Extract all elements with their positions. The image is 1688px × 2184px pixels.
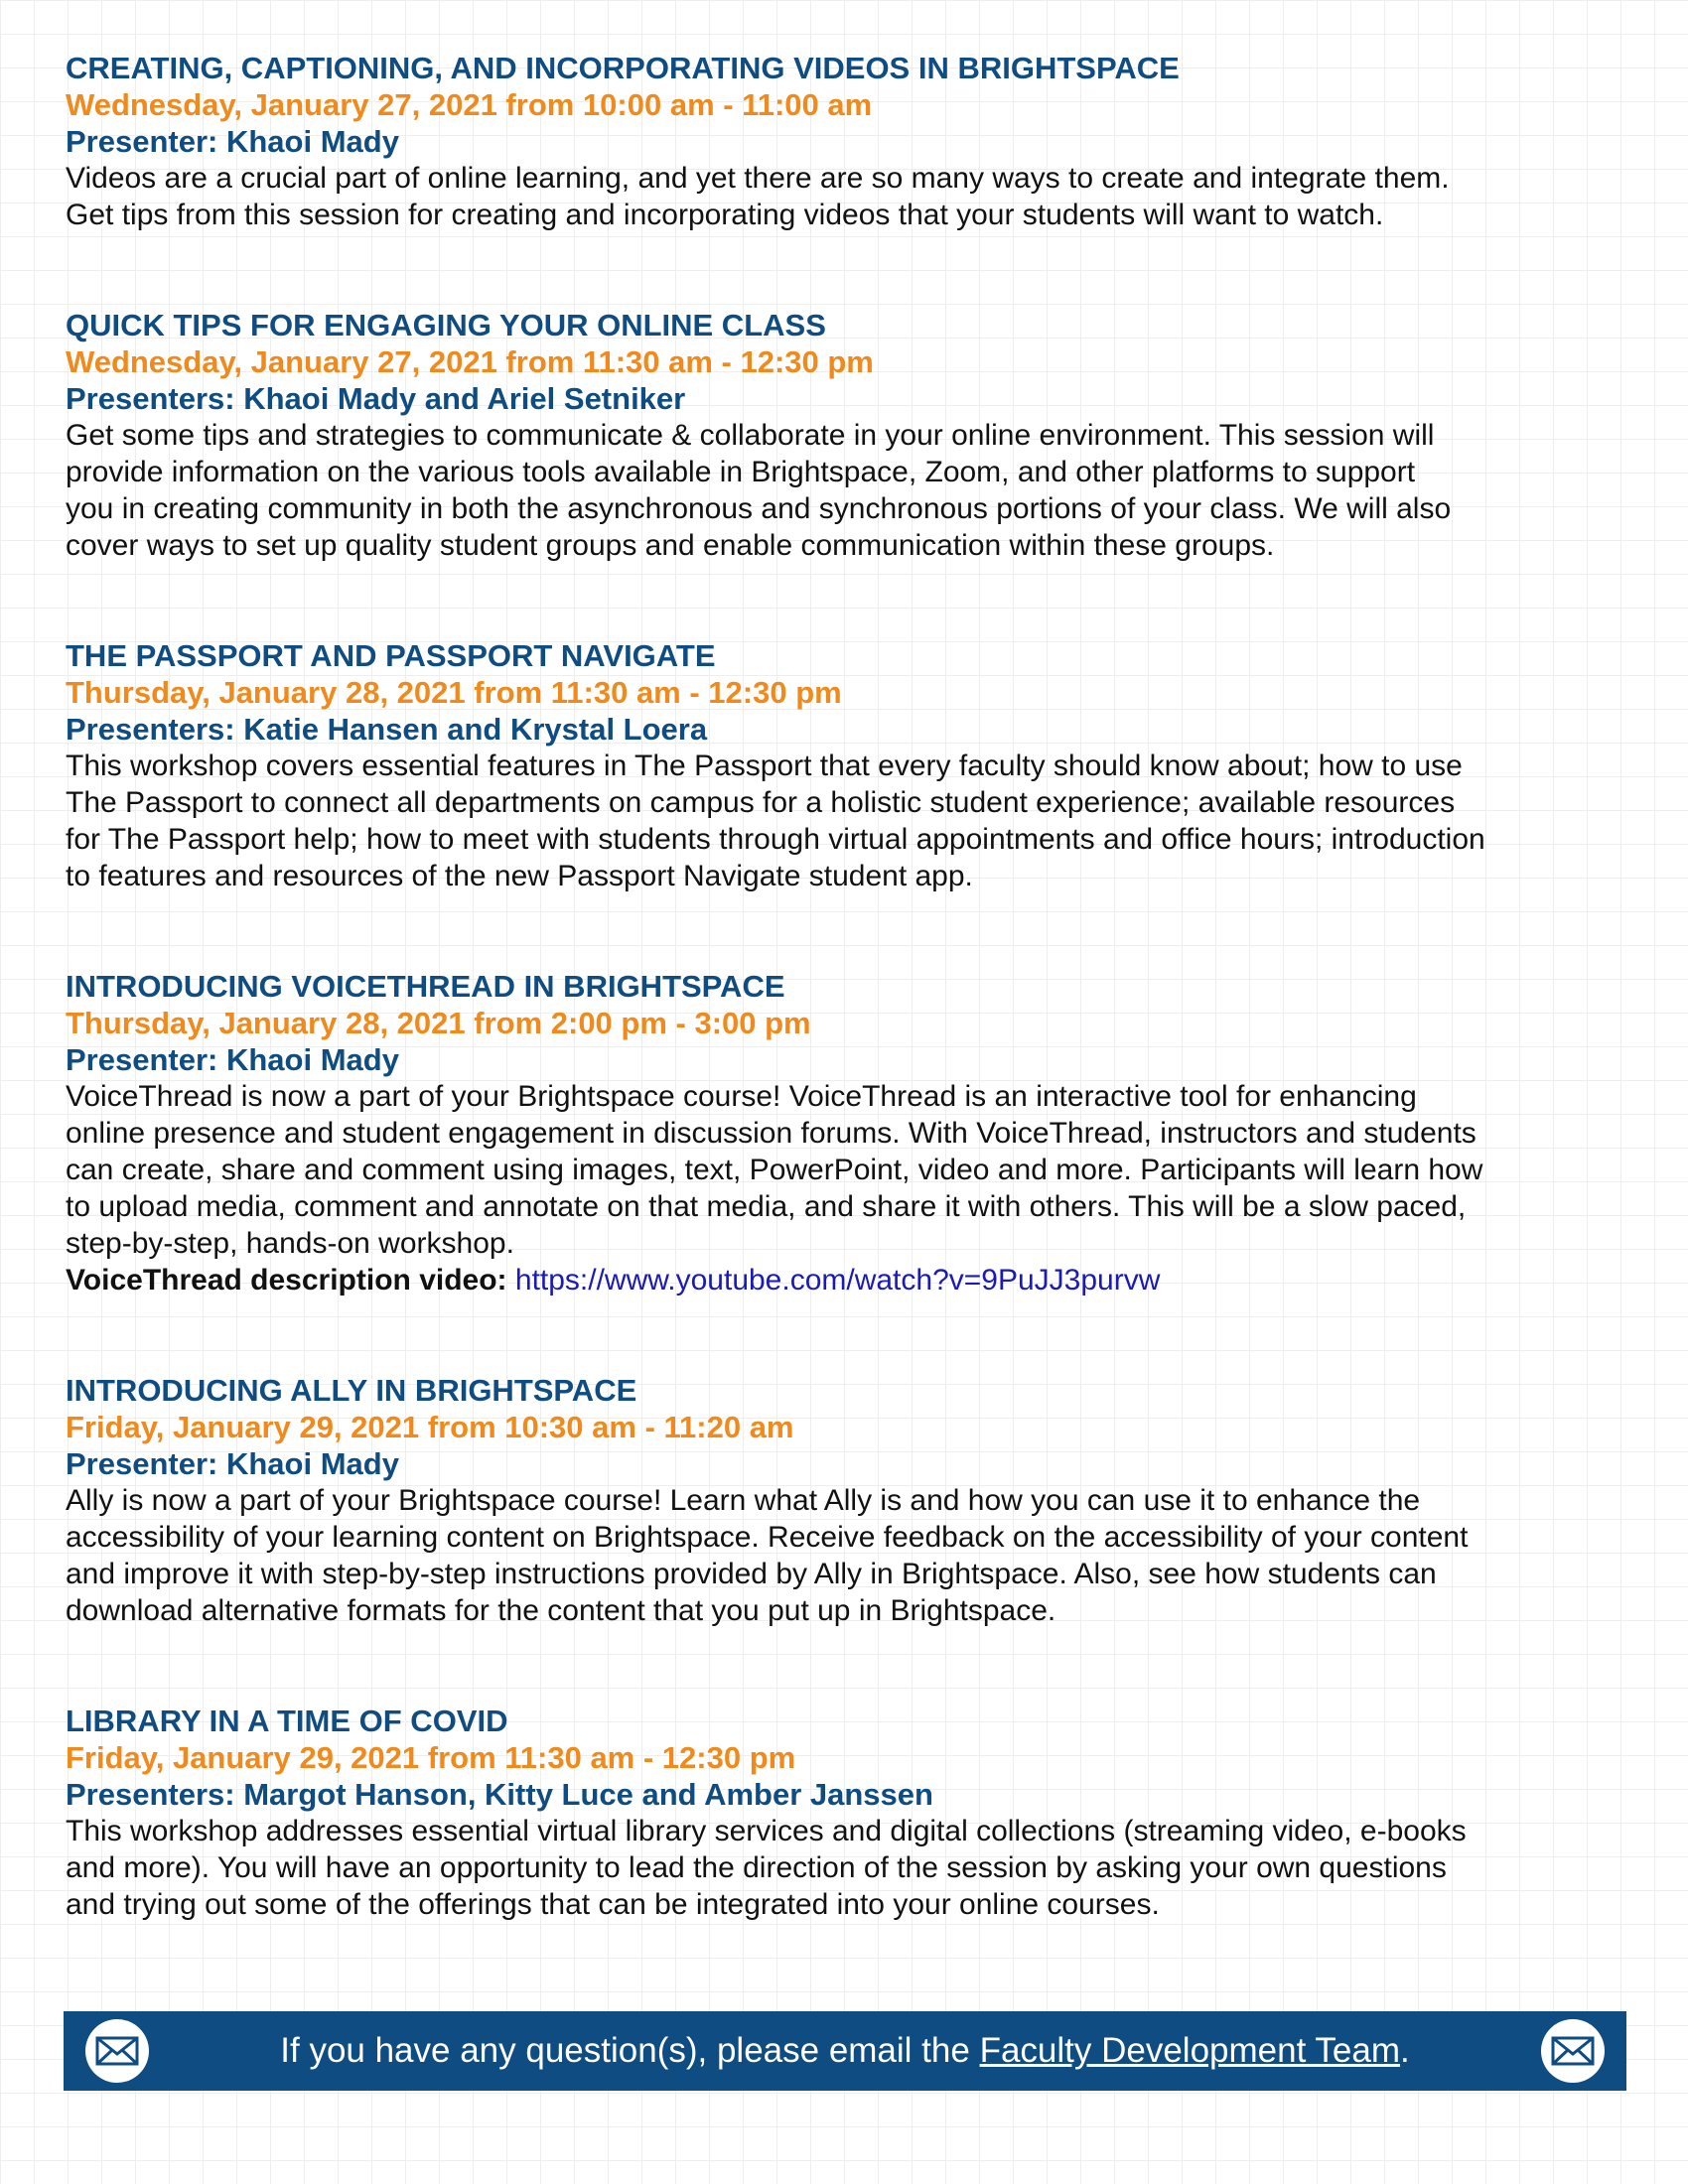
session-title: INTRODUCING VOICETHREAD IN BRIGHTSPACE <box>66 969 785 1004</box>
description-line: download alternative formats for the content that you put up in Brightspace. <box>66 1594 1056 1627</box>
description-line: can create, share and comment using images, text, PowerPoint, video and more. Participants will learn how <box>66 1154 1483 1186</box>
description-line: provide information on the various tools available in Brightspace, Zoom, and other platforms to support <box>66 456 1416 488</box>
video-reference <box>66 1262 1654 1298</box>
session-videos <box>66 50 1654 233</box>
session-voicethread <box>66 968 1654 1298</box>
description-line: accessibility of your learning content on Brightspace. Receive feedback on the accessibility of your content <box>66 1521 1469 1554</box>
session-datetime: Friday, January 29, 2021 from 10:30 am - 11:20 am <box>66 1410 794 1444</box>
session-description <box>66 160 1654 233</box>
session-datetime: Wednesday, January 27, 2021 from 11:30 am - 12:30 pm <box>66 344 874 379</box>
session-title: LIBRARY IN A TIME OF COVID <box>66 1704 508 1738</box>
session-description <box>66 1078 1654 1262</box>
description-line: and improve it with step-by-step instructions provided by Ally in Brightspace. Also, see how students can <box>66 1558 1437 1590</box>
session-title: INTRODUCING ALLY IN BRIGHTSPACE <box>66 1373 637 1408</box>
description-line: and trying out some of the offerings that can be integrated into your online courses. <box>66 1888 1160 1921</box>
session-passport <box>66 637 1654 894</box>
description-line: Videos are a crucial part of online learning, and yet there are so many ways to create and integrate them. <box>66 162 1450 195</box>
session-datetime: Thursday, January 28, 2021 from 11:30 am - 12:30 pm <box>66 675 842 710</box>
session-description <box>66 748 1654 894</box>
contact-message <box>280 2031 1409 2071</box>
session-title: THE PASSPORT AND PASSPORT NAVIGATE <box>66 638 716 673</box>
description-line: online presence and student engagement in discussion forums. With VoiceThread, instructors and students <box>66 1117 1477 1150</box>
description-line: step-by-step, hands-on workshop. <box>66 1227 514 1260</box>
faculty-development-team-link[interactable]: Faculty Development Team <box>979 2031 1400 2070</box>
session-description <box>66 1482 1654 1629</box>
description-line: Get some tips and strategies to communicate & collaborate in your online environment. This session will <box>66 419 1435 452</box>
session-engaging-online-class <box>66 307 1654 564</box>
session-datetime: Wednesday, January 27, 2021 from 10:00 am - 11:00 am <box>66 87 873 122</box>
session-ally <box>66 1372 1654 1629</box>
session-description <box>66 417 1654 564</box>
description-line: The Passport to connect all departments on campus for a holistic student experience; available resources <box>66 786 1456 819</box>
session-list <box>66 50 1654 1923</box>
description-line: to upload media, comment and annotate on that media, and share it with others. This will be a slow paced, <box>66 1190 1467 1223</box>
session-presenter: Presenters: Margot Hanson, Kitty Luce and Amber Janssen <box>66 1777 933 1812</box>
description-line: This workshop addresses essential virtual library services and digital collections (streaming video, e-books <box>66 1815 1467 1847</box>
session-datetime: Thursday, January 28, 2021 from 2:00 pm - 3:00 pm <box>66 1006 811 1040</box>
description-line: you in creating community in both the asynchronous and synchronous portions of your class. We will also <box>66 492 1452 525</box>
description-line: cover ways to set up quality student groups and enable communication within these groups. <box>66 529 1275 562</box>
voicethread-video-link[interactable]: https://www.youtube.com/watch?v=9PuJJ3purvw <box>514 1264 1161 1297</box>
video-label: VoiceThread description video: <box>66 1264 507 1297</box>
contact-text-end: . <box>1400 2031 1410 2070</box>
session-library-covid <box>66 1703 1654 1923</box>
session-title: CREATING, CAPTIONING, AND INCORPORATING VIDEOS IN BRIGHTSPACE <box>66 51 1180 85</box>
description-line: Ally is now a part of your Brightspace course! Learn what Ally is and how you can use it to enhance the <box>66 1484 1421 1517</box>
contact-banner <box>64 2011 1626 2091</box>
session-presenter: Presenters: Khaoi Mady and Ariel Setniker <box>66 381 686 416</box>
session-presenter: Presenter: Khaoi Mady <box>66 124 399 159</box>
session-presenter: Presenters: Katie Hansen and Krystal Loera <box>66 712 708 747</box>
session-title: QUICK TIPS FOR ENGAGING YOUR ONLINE CLASS <box>66 308 826 342</box>
description-line: and more). You will have an opportunity to lead the direction of the session by asking your own questions <box>66 1851 1447 1884</box>
envelope-icon <box>1541 2019 1605 2083</box>
description-line: to features and resources of the new Passport Navigate student app. <box>66 860 973 892</box>
session-description <box>66 1813 1654 1923</box>
description-line: for The Passport help; how to meet with students through virtual appointments and office hours; introduction <box>66 823 1485 856</box>
description-line: This workshop covers essential features in The Passport that every faculty should know about; how to use <box>66 750 1463 782</box>
session-presenter: Presenter: Khaoi Mady <box>66 1446 399 1481</box>
session-datetime: Friday, January 29, 2021 from 11:30 am - 12:30 pm <box>66 1740 796 1775</box>
session-presenter: Presenter: Khaoi Mady <box>66 1042 399 1077</box>
contact-text: If you have any question(s), please email the <box>280 2031 980 2070</box>
envelope-icon <box>85 2019 149 2083</box>
description-line: Get tips from this session for creating and incorporating videos that your students will want to watch. <box>66 199 1384 231</box>
description-line: VoiceThread is now a part of your Brightspace course! VoiceThread is an interactive tool for enhancing <box>66 1080 1417 1113</box>
